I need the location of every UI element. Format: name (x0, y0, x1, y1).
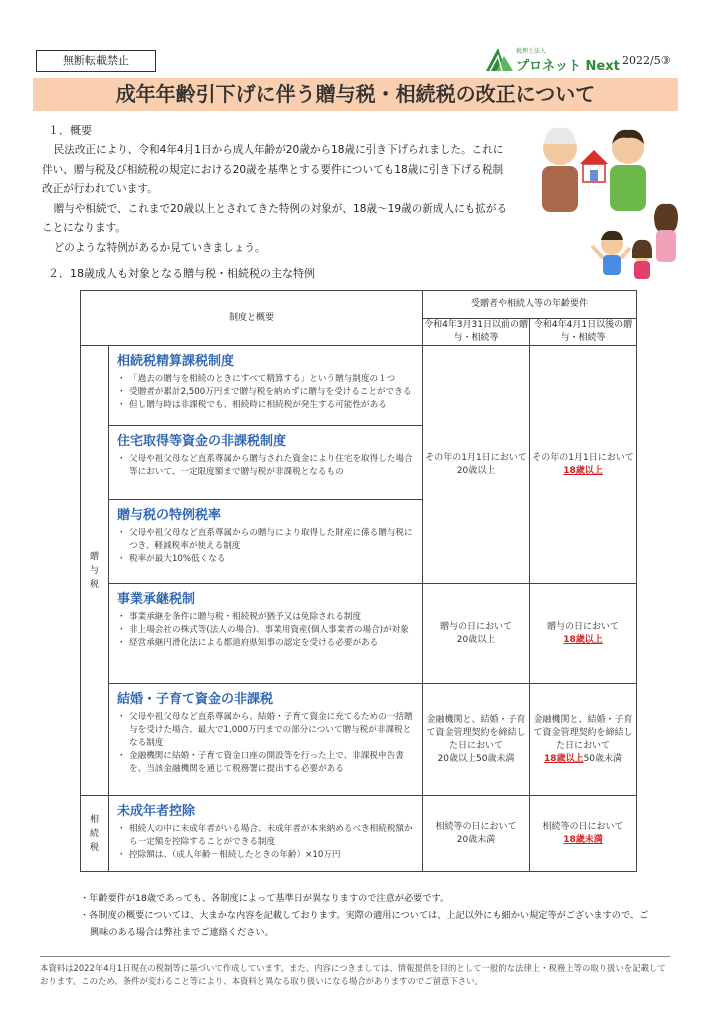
notes (80, 890, 650, 941)
req-text: て資金管理契約を締結し (426, 727, 526, 738)
header-age-requirement: 受贈者や相続人等の年齢要件 (423, 291, 637, 319)
req-before-1 (423, 346, 530, 584)
mountain-logo-icon (484, 44, 514, 72)
measure-row (109, 796, 423, 872)
measure-bullet: ・ 金融機関に結婚・子育て資金口座の開設等を行った上で、非課税申告書を、当該金融機関を通じて税務署に提出する必要がある (117, 750, 416, 776)
measure-row (109, 584, 423, 684)
measure-title: 相続税精算課税制度 (117, 354, 235, 369)
section2-heading: ２．18歳成人も対象となる贈与税・相続税の主な特例 (48, 267, 315, 280)
measure-title: 事業承継税制 (117, 592, 196, 607)
header-before: 令和4年3月31日以前の贈与・相続等 (423, 319, 530, 346)
overview-paragraph: 贈与や相続で、これまで20歳以上とされてきた特例の対象が、18歳～19歳の新成人にも拡がることになります。 (42, 202, 508, 234)
special-measures-table (80, 290, 637, 872)
measure-bullet: ・ 事業承継を条件に贈与税・相続税が猶予又は免除される制度 (117, 611, 416, 624)
req-text: 50歳未満 (583, 753, 623, 764)
req-highlight: 18歳未満 (563, 834, 603, 845)
measure-row (109, 426, 423, 500)
company-logo (484, 44, 620, 74)
req-text: その年の1月1日において (532, 452, 634, 463)
header-after: 令和4年4月1日以後の贈与・相続等 (530, 319, 637, 346)
req-text: 20歳以上50歳未満 (437, 753, 515, 764)
measure-title: 贈与税の特例税率 (117, 508, 222, 523)
header-system: 制度と概要 (81, 291, 423, 346)
category-label: 相続税 (89, 814, 99, 853)
req-text: 金融機関と、結婚・子育 (533, 714, 633, 725)
req-after-2 (530, 584, 637, 684)
req-highlight: 18歳以上 (563, 465, 603, 476)
req-text: て資金管理契約を締結し (533, 727, 633, 738)
measure-bullet: ・ 「過去の贈与を相続のときにすべて精算する」という贈与制度の１つ (117, 373, 416, 386)
category-label: 贈与税 (89, 551, 99, 590)
req-text: 20歳以上 (456, 634, 496, 645)
req-text (530, 753, 636, 766)
req-after-4 (530, 796, 637, 872)
req-text: その年の1月1日において (425, 452, 527, 463)
overview-text (42, 141, 512, 258)
page-title: 成年年齢引下げに伴う贈与税・相続税の改正について (33, 78, 678, 111)
measure-bullet: ・ 父母や祖父母など直系尊属から、結婚・子育て資金に充てるための一括贈与を受けた場合、最大で1,000万円までの部分について贈与税が非課税となる制度 (117, 711, 416, 750)
measure-title: 住宅取得等資金の非課税制度 (117, 434, 287, 449)
logo-caption: 税理士法人 (516, 48, 547, 55)
req-after-1 (530, 346, 637, 584)
req-text: 贈与の日において (440, 621, 513, 632)
req-before-4 (423, 796, 530, 872)
measure-bullet: ・ 但し贈与時は非課税でも、相続時に相続税が発生する可能性がある (117, 399, 416, 412)
measure-row (109, 500, 423, 584)
measure-bullet: ・ 控除額は、（成人年齢－相続したときの年齢）×10万円 (117, 849, 416, 862)
disclaimer-footer: 本資料は2022年4月1日現在の税制等に基づいて作成しています。また、内容につきましては、情報提供を目的として一般的な法律上・税務上等の取り扱いを記載しております。このため、条件が変わること等により、本資料と異なる取り扱いになる場合がありますのでご留意下さい。 (40, 956, 670, 988)
req-text: 金融機関と、結婚・子育 (426, 714, 526, 725)
measure-title: 結婚・子育て資金の非課税 (117, 692, 274, 707)
family-illustration-icon (520, 118, 690, 288)
measure-bullet: ・ 経営承継円滑化法による都道府県知事の認定を受ける必要がある (117, 637, 416, 650)
req-before-3 (423, 684, 530, 796)
category-gift-tax (81, 346, 109, 796)
category-inheritance-tax (81, 796, 109, 872)
req-text: 20歳未満 (456, 834, 496, 845)
overview-paragraph: 民法改正により、令和4年4月1日から成人年齢が20歳から18歳に引き下げられました。これに伴い、贈与税及び相続税の規定における20歳を基準とする要件についても18歳に引き下げる税制改正が行われています。 (42, 144, 504, 195)
logo-name: プロネット Next (516, 59, 620, 74)
measure-bullet: ・ 相続人の中に未成年者がいる場合、未成年者が本来納めるべき相続税額から一定額を控除することができる制度 (117, 823, 416, 849)
req-text: 贈与の日において (547, 621, 620, 632)
note-item: ・各制度の概要については、大まかな内容を記載しております。実際の適用については、上記以外にも細かい規定等がございますので、ご興味のある場合は弊社までご連絡ください。 (80, 910, 649, 938)
measure-row (109, 346, 423, 426)
measure-bullet: ・ 父母や祖父母など直系尊属からの贈与により取得した財産に係る贈与税につき、軽減税率が使える制度 (117, 527, 416, 553)
overview-paragraph: どのような特例があるか見ていきましょう。 (53, 241, 266, 254)
measure-bullet: ・ 父母や祖父母など直系尊属から贈与された資金により住宅を取得した場合等において、一定限度額まで贈与税が非課税となるもの (117, 453, 416, 479)
measure-title: 未成年者控除 (117, 804, 196, 819)
req-text: 相続等の日において (542, 821, 624, 832)
measure-bullet: ・ 非上場会社の株式等(法人の場合)、事業用資産(個人事業者の場合)が対象 (117, 624, 416, 637)
req-text: た日において (449, 740, 504, 751)
req-after-3 (530, 684, 637, 796)
req-text: 相続等の日において (435, 821, 517, 832)
note-item: ・年齢要件が18歳であっても、各制度によって基準日が異なりますので注意が必要です。 (80, 893, 450, 904)
req-text: 20歳以上 (456, 465, 496, 476)
measure-row (109, 684, 423, 796)
no-reprint-stamp: 無断転載禁止 (36, 50, 156, 72)
measure-bullet: ・ 受贈者が累計2,500万円まで贈与税を納めずに贈与を受けることができる (117, 386, 416, 399)
req-highlight: 18歳以上 (563, 634, 603, 645)
measure-bullet: ・ 税率が最大10%低くなる (117, 553, 416, 566)
req-text: た日において (556, 740, 611, 751)
req-before-2 (423, 584, 530, 684)
issue-number: 2022/5③ (622, 54, 671, 67)
section1-heading: １．概要 (48, 124, 92, 137)
req-highlight: 18歳以上 (544, 753, 584, 764)
